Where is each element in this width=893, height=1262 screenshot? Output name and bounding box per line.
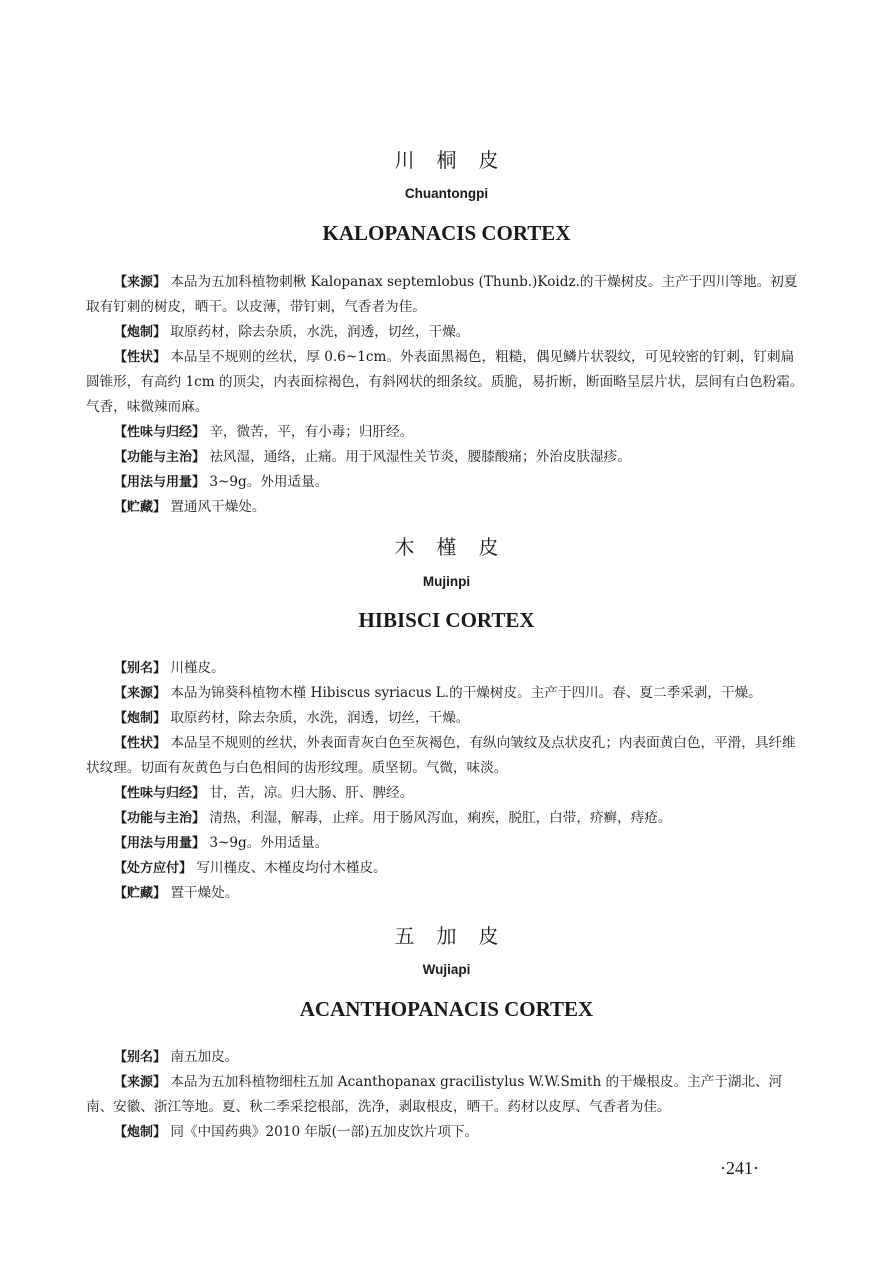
entry-label: 【性状】 [114, 736, 167, 751]
entry-label: 【炮制】 [114, 711, 167, 726]
entry-text: 取原药材，除去杂质，水洗，润透，切丝，干燥。 [170, 710, 470, 726]
entry-label: 【用法与用量】 [114, 475, 206, 490]
entry-text: 南五加皮。 [170, 1049, 239, 1065]
entry-processing [86, 320, 806, 345]
entry-text: 3~9g。外用适量。 [209, 474, 329, 490]
entry-storage [86, 495, 806, 520]
entry-text: 同《中国药典》2010 年版(一部)五加皮饮片项下。 [170, 1124, 479, 1140]
entry-processing [86, 706, 806, 731]
entry-label: 【性味与归经】 [114, 425, 206, 440]
entry-storage [86, 881, 806, 906]
entry-description [86, 345, 806, 420]
section-pinyin: Mujinpi [422, 574, 471, 589]
entry-label: 【功能与主治】 [114, 450, 206, 465]
entry-prescription [86, 856, 806, 881]
entry-text: 川槿皮。 [170, 660, 225, 676]
section-entries [86, 270, 806, 520]
entry-text: 置干燥处。 [170, 885, 239, 901]
entry-text: 本品为五加科植物细柱五加 Acanthopanax gracilistylus W.W.Smith 的干燥根皮。主产于湖北、河南、安徽、浙江等地。夏、秋二季采挖根部，洗净，剥取根皮，晒干。药材以皮厚、气香者为佳。 [86, 1074, 783, 1115]
entry-text: 本品为锦葵科植物木槿 Hibiscus syriacus L.的干燥树皮。主产于四川。春、夏二季采剥，干燥。 [170, 685, 762, 701]
entry-description [86, 731, 806, 781]
entry-nature-meridian [86, 781, 806, 806]
section-title-cn: 川桐皮 [394, 148, 521, 172]
entry-text: 取原药材，除去杂质，水洗，润透，切丝，干燥。 [170, 324, 470, 340]
entry-text: 本品为五加科植物刺楸 Kalopanax septemlobus (Thunb.)Koidz.的干燥树皮。主产于四川等地。初夏取有钉刺的树皮，晒干。以皮薄，带钉刺，气香者为佳。 [86, 274, 798, 315]
section-latin: ACANTHOPANACIS CORTEX [299, 997, 594, 1021]
entry-text: 置通风干燥处。 [170, 499, 266, 515]
entry-label: 【功能与主治】 [114, 811, 206, 826]
entry-label: 【处方应付】 [114, 861, 193, 876]
entry-label: 【炮制】 [114, 325, 167, 340]
section-title-cn: 木槿皮 [394, 535, 521, 559]
entry-label: 【来源】 [114, 686, 167, 701]
entry-text: 祛风湿，通络，止痛。用于风湿性关节炎，腰膝酸痛；外治皮肤湿疹。 [209, 449, 631, 465]
entry-dosage [86, 470, 806, 495]
entry-processing [86, 1120, 806, 1145]
section-latin: HIBISCI CORTEX [358, 608, 535, 632]
entry-nature-meridian [86, 420, 806, 445]
entry-source [86, 681, 806, 706]
entry-function [86, 445, 806, 470]
entry-label: 【来源】 [114, 1075, 167, 1090]
entry-text: 本品呈不规则的丝状，厚 0.6~1cm。外表面黑褐色，粗糙，偶见鳞片状裂纹，可见较密的钉刺，钉刺扁圆锥形，有高约 1cm 的顶尖，内表面棕褐色，有斜网状的细条纹。质脆，易折断，断面略呈层片状，层间有白色粉霜。气香，味微辣而麻。 [86, 349, 804, 415]
entry-label: 【来源】 [114, 275, 167, 290]
page-number: ·241· [720, 1158, 759, 1178]
entry-source [86, 270, 806, 320]
entry-text: 写川槿皮、木槿皮均付木槿皮。 [196, 860, 387, 876]
entry-text: 甘，苦，凉。归大肠、肝、脾经。 [209, 785, 414, 801]
entry-function [86, 806, 806, 831]
entry-text: 本品呈不规则的丝状，外表面青灰白色至灰褐色，有纵向皱纹及点状皮孔；内表面黄白色，平滑，具纤维状纹理。切面有灰黄色与白色相间的齿形纹理。质坚韧。气微，味淡。 [86, 735, 796, 776]
entry-label: 【炮制】 [114, 1125, 167, 1140]
entry-text: 3~9g。外用适量。 [209, 835, 329, 851]
entry-alias [86, 1045, 806, 1070]
entry-source [86, 1070, 806, 1120]
section-pinyin: Wujiapi [422, 962, 471, 977]
entry-label: 【性味与归经】 [114, 786, 206, 801]
entry-text: 清热，利湿，解毒，止痒。用于肠风泻血，痢疾，脱肛，白带，疥癣，痔疮。 [209, 810, 672, 826]
entry-alias [86, 656, 806, 681]
entry-label: 【别名】 [114, 661, 167, 676]
entry-label: 【别名】 [114, 1050, 167, 1065]
entry-label: 【贮藏】 [114, 886, 167, 901]
section-entries [86, 656, 806, 906]
section-latin: KALOPANACIS CORTEX [322, 221, 571, 245]
entry-dosage [86, 831, 806, 856]
section-title-cn: 五加皮 [394, 924, 521, 948]
section-pinyin: Chuantongpi [404, 186, 489, 201]
entry-label: 【贮藏】 [114, 500, 167, 515]
entry-label: 【性状】 [114, 350, 167, 365]
entry-label: 【用法与用量】 [114, 836, 206, 851]
section-entries [86, 1045, 806, 1145]
entry-text: 辛，微苦，平，有小毒；归肝经。 [209, 424, 414, 440]
